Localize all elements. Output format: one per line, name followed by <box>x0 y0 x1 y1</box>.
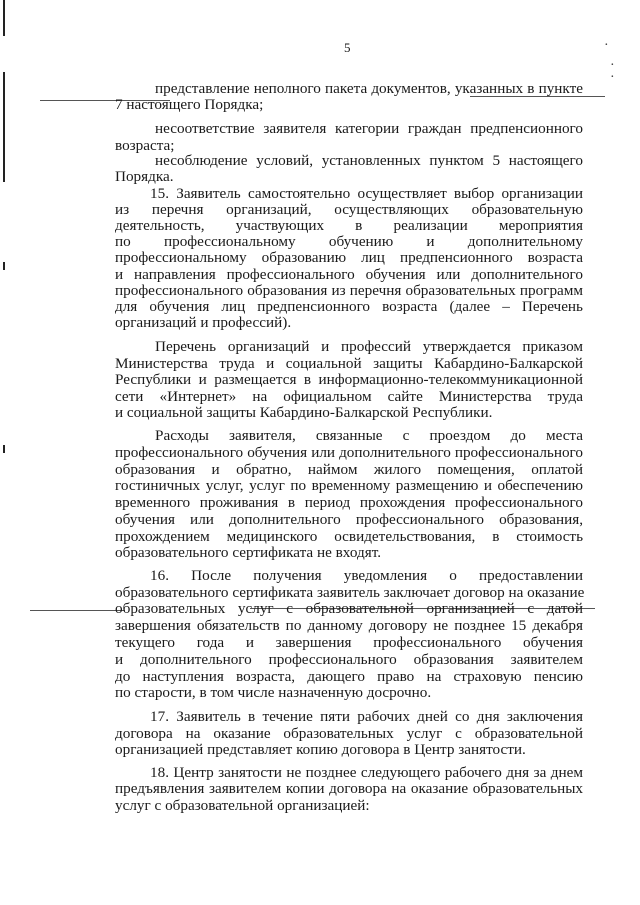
text-line: сети «Интернет» на официальном сайте Министерства труда <box>115 388 583 405</box>
scan-line <box>30 610 125 611</box>
text-line: Министерства труда и социальной защиты Кабардино-Балкарской <box>115 355 583 372</box>
scan-speck: · <box>604 38 609 53</box>
text-line: прохождением медицинского освидетельствования, в стоимость <box>115 528 583 545</box>
scan-speck: · <box>610 70 615 85</box>
scan-edge-mark <box>3 0 5 36</box>
text-line: Республики и размещается в информационно-телекоммуникационной <box>115 371 583 388</box>
text-line: Расходы заявителя, связанные с проездом до места <box>155 427 583 444</box>
text-line: возраста; <box>115 137 175 154</box>
text-line: и дополнительного профессионального образования заявителем <box>115 651 583 668</box>
text-line: профессионального обучения или дополнительного профессионального <box>115 444 583 461</box>
page-number: 5 <box>344 40 351 55</box>
text-line: и направления профессионального обучения или дополнительного <box>115 266 583 283</box>
text-line: профессионального образования из перечня образовательных программ <box>115 282 583 299</box>
scan-speck: · <box>610 58 615 73</box>
text-line: по старости, в том числе назначенную досрочно. <box>115 684 432 701</box>
text-line: временного проживания в период прохождения профессионального <box>115 494 583 511</box>
text-line: несоблюдение условий, установленных пунктом 5 настоящего <box>155 152 583 169</box>
text-line: из перечня организаций, осуществляющих образовательную <box>115 201 583 218</box>
text-line: 16. После получения уведомления о предоставлении <box>150 567 583 584</box>
text-line: текущего года и завершения профессионального обучения <box>115 634 583 651</box>
text-line: 17. Заявитель в течение пяти рабочих дней со дня заключения <box>150 708 583 725</box>
text-line: профессиональному образованию лиц предпенсионного возраста <box>115 249 583 266</box>
text-line: 18. Центр занятости не позднее следующего рабочего дня за днем <box>150 764 583 781</box>
text-line: завершения обязательств по данному договору не позднее 15 декабря <box>115 617 583 634</box>
text-line: образовательного сертификата заявитель заключает договор на оказание <box>115 584 585 601</box>
text-line: гостиничных услуг, услуг по временному размещению и обеспечению <box>115 477 583 494</box>
text-line: Порядка. <box>115 168 174 185</box>
text-line: образования и обратно, наймом жилого помещения, оплатой <box>115 461 583 478</box>
text-line: деятельность, участвующих в реализации мероприятия <box>115 217 583 234</box>
text-line: 15. Заявитель самостоятельно осуществляет выбор организации <box>150 185 583 202</box>
scan-edge-mark <box>3 262 5 270</box>
scan-edge-mark <box>3 445 5 453</box>
text-line: несоответствие заявителя категории граждан предпенсионного <box>155 120 583 137</box>
text-line: Перечень организаций и профессий утверждается приказом <box>155 338 583 355</box>
text-line: образовательного сертификата не входят. <box>115 544 381 561</box>
text-line: организацией представляет копию договора в Центр занятости. <box>115 741 526 758</box>
text-line: 7 настоящего Порядка; <box>115 96 264 113</box>
text-line: и социальной защиты Кабардино-Балкарской Республики. <box>115 404 493 421</box>
text-line: до наступления возраста, дающего право на страховую пенсию <box>115 668 583 685</box>
text-line: по профессиональному обучению и дополнительному <box>115 233 583 250</box>
text-line: обучения или дополнительного профессионального образования, <box>115 511 583 528</box>
scan-edge-mark <box>3 72 5 182</box>
text-line: для обучения лиц предпенсионного возраста (далее – Перечень <box>115 298 583 315</box>
text-line: предъявления заявителем копии договора на оказание образовательных <box>115 780 583 797</box>
text-line: организаций и профессий). <box>115 314 292 331</box>
text-line: услуг с образовательной организацией: <box>115 797 370 814</box>
text-line: договора на оказание образовательных услуг с образовательной <box>115 725 583 742</box>
text-line: образовательных услуг с образовательной организацией с датой <box>115 600 583 617</box>
text-line: представление неполного пакета документов, указанных в пункте <box>155 80 583 97</box>
